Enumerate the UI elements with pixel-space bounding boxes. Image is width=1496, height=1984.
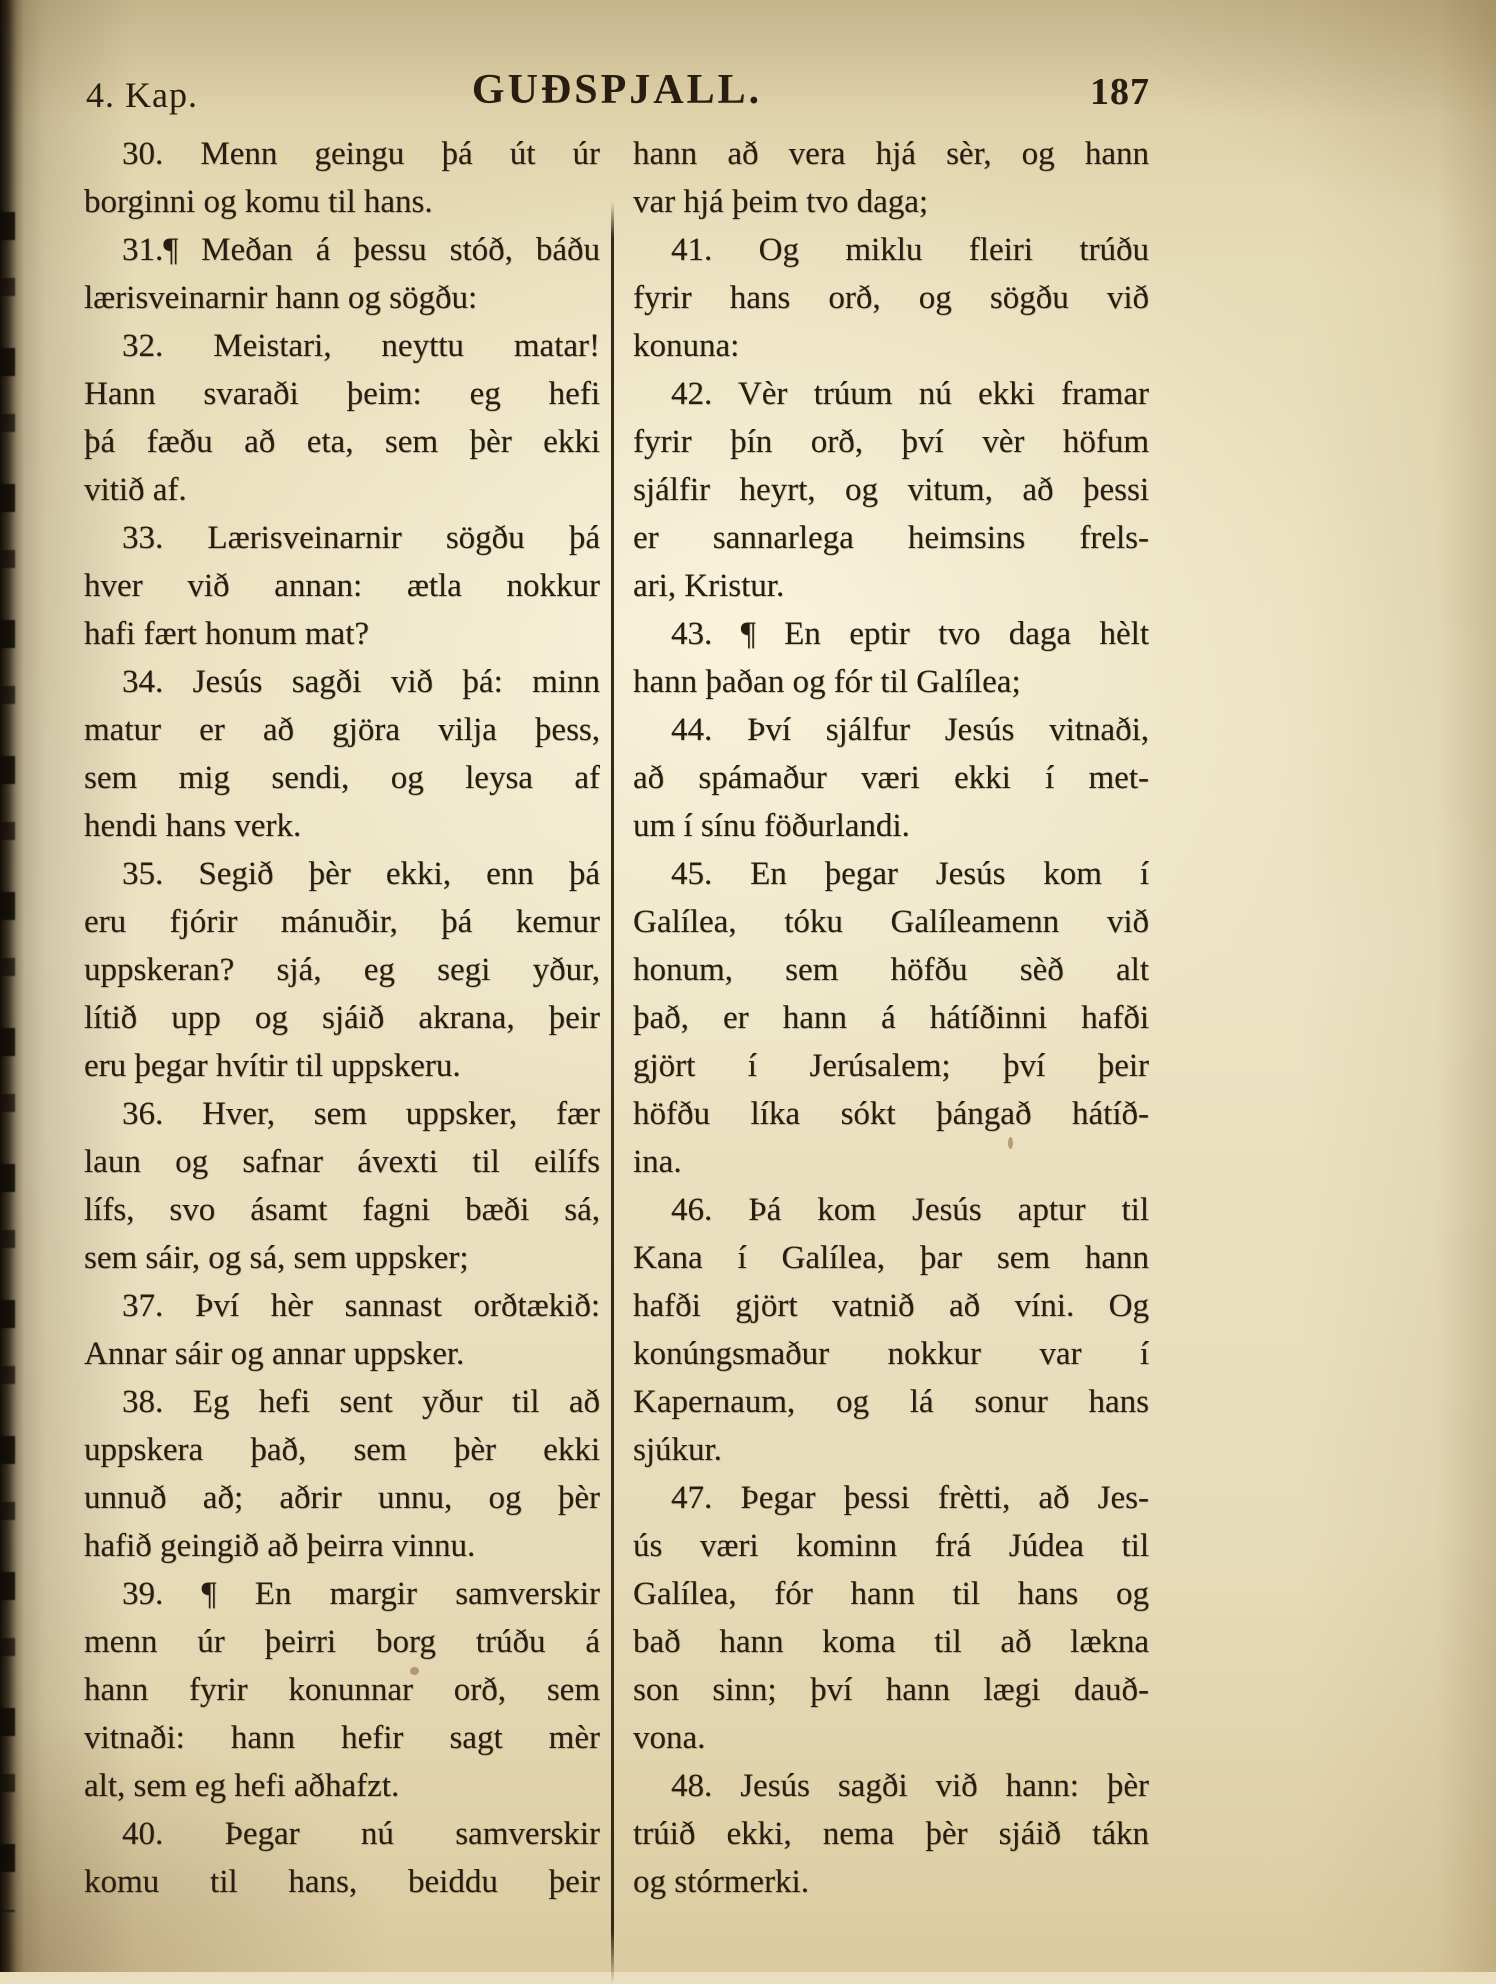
text-line: konuna:: [633, 322, 1149, 370]
text-line: fyrir þín orð, því vèr höfum: [633, 418, 1149, 466]
verse-block: [84, 1282, 600, 1378]
text-line: 36. Hver, sem uppsker, fær: [84, 1090, 600, 1138]
text-line: Kapernaum, og lá sonur hans: [633, 1378, 1149, 1426]
text-line: fyrir hans orð, og sögðu við: [633, 274, 1149, 322]
text-line: 31.¶ Meðan á þessu stóð, báðu: [84, 226, 600, 274]
text-line: sjálfir heyrt, og vitum, að þessi: [633, 466, 1149, 514]
text-line: lífs, svo ásamt fagni bæði sá,: [84, 1186, 600, 1234]
text-line: 45. En þegar Jesús kom í: [633, 850, 1149, 898]
text-line: hafi fært honum mat?: [84, 610, 600, 658]
text-line: 38. Eg hefi sent yður til að: [84, 1378, 600, 1426]
text-line: 41. Og miklu fleiri trúðu: [633, 226, 1149, 274]
text-line: 46. Þá kom Jesús aptur til: [633, 1186, 1149, 1234]
text-line: eru fjórir mánuðir, þá kemur: [84, 898, 600, 946]
text-line: hendi hans verk.: [84, 802, 600, 850]
text-line: það, er hann á hátíðinni hafði: [633, 994, 1149, 1042]
text-line: ari, Kristur.: [633, 562, 1149, 610]
text-line: að spámaður væri ekki í met-: [633, 754, 1149, 802]
verse-block: [633, 130, 1149, 226]
page-header: [84, 58, 1150, 116]
text-line: vitið af.: [84, 466, 600, 514]
text-line: um í sínu föðurlandi.: [633, 802, 1149, 850]
verse-block: [633, 706, 1149, 850]
text-line: hann þaðan og fór til Galílea;: [633, 658, 1149, 706]
text-line: hafið geingið að þeirra vinnu.: [84, 1522, 600, 1570]
text-line: son sinn; því hann lægi dauð-: [633, 1666, 1149, 1714]
text-line: ina.: [633, 1138, 1149, 1186]
verse-block: [633, 610, 1149, 706]
text-line: borginni og komu til hans.: [84, 178, 600, 226]
text-line: hver við annan: ætla nokkur: [84, 562, 600, 610]
text-line: unnuð að; aðrir unnu, og þèr: [84, 1474, 600, 1522]
text-line: 35. Segið þèr ekki, enn þá: [84, 850, 600, 898]
text-line: 43. ¶ En eptir tvo daga hèlt: [633, 610, 1149, 658]
verse-block: [84, 850, 600, 1090]
text-line: menn úr þeirri borg trúðu á: [84, 1618, 600, 1666]
verse-block: [84, 322, 600, 514]
text-line: 34. Jesús sagði við þá: minn: [84, 658, 600, 706]
text-line: Hann svaraði þeim: eg hefi: [84, 370, 600, 418]
text-line: lítið upp og sjáið akrana, þeir: [84, 994, 600, 1042]
text-line: og stórmerki.: [633, 1858, 1149, 1906]
text-line: sjúkur.: [633, 1426, 1149, 1474]
text-line: 40. Þegar nú samverskir: [84, 1810, 600, 1858]
text-line: uppskera það, sem þèr ekki: [84, 1426, 600, 1474]
text-line: vitnaði: hann hefir sagt mèr: [84, 1714, 600, 1762]
text-line: komu til hans, beiddu þeir: [84, 1858, 600, 1906]
text-line: sem mig sendi, og leysa af: [84, 754, 600, 802]
text-line: 33. Lærisveinarnir sögðu þá: [84, 514, 600, 562]
text-line: trúið ekki, nema þèr sjáið tákn: [633, 1810, 1149, 1858]
text-line: er sannarlega heimsins frels-: [633, 514, 1149, 562]
binding-ink-marks: [0, 160, 15, 1912]
verse-block: [84, 514, 600, 658]
verse-block: [633, 1762, 1149, 1906]
text-line: 44. Því sjálfur Jesús vitnaði,: [633, 706, 1149, 754]
text-line: Kana í Galílea, þar sem hann: [633, 1234, 1149, 1282]
column-divider: [611, 202, 614, 1984]
text-line: 37. Því hèr sannast orðtækið:: [84, 1282, 600, 1330]
text-line: Galílea, tóku Galíleamenn við: [633, 898, 1149, 946]
verse-block: [84, 1570, 600, 1810]
text-line: ús væri kominn frá Júdea til: [633, 1522, 1149, 1570]
text-column-left: [84, 130, 600, 1906]
text-line: 32. Meistari, neyttu matar!: [84, 322, 600, 370]
verse-block: [633, 1474, 1149, 1762]
text-line: vona.: [633, 1714, 1149, 1762]
text-line: höfðu líka sókt þángað hátíð-: [633, 1090, 1149, 1138]
verse-block: [84, 1090, 600, 1282]
text-line: eru þegar hvítir til uppskeru.: [84, 1042, 600, 1090]
text-line: lærisveinarnir hann og sögðu:: [84, 274, 600, 322]
text-line: hafði gjört vatnið að víni. Og: [633, 1282, 1149, 1330]
text-line: laun og safnar ávexti til eilífs: [84, 1138, 600, 1186]
text-line: 48. Jesús sagði við hann: þèr: [633, 1762, 1149, 1810]
text-line: gjört í Jerúsalem; því þeir: [633, 1042, 1149, 1090]
verse-block: [84, 1810, 600, 1906]
text-line: uppskeran? sjá, eg segi yður,: [84, 946, 600, 994]
verse-block: [84, 226, 600, 322]
verse-block: [633, 226, 1149, 370]
text-line: hann að vera hjá sèr, og hann: [633, 130, 1149, 178]
text-line: sem sáir, og sá, sem uppsker;: [84, 1234, 600, 1282]
text-line: var hjá þeim tvo daga;: [633, 178, 1149, 226]
verse-block: [633, 370, 1149, 610]
verse-block: [84, 658, 600, 850]
text-line: 30. Menn geingu þá út úr: [84, 130, 600, 178]
verse-block: [633, 850, 1149, 1186]
text-line: bað hann koma til að lækna: [633, 1618, 1149, 1666]
page-content: [84, 58, 1150, 1906]
text-line: þá fæðu að eta, sem þèr ekki: [84, 418, 600, 466]
chapter-label: 4. Kap.: [86, 74, 198, 116]
page-title: GUÐSPJALL.: [472, 66, 762, 114]
verse-block: [84, 1378, 600, 1570]
text-line: honum, sem höfðu sèð alt: [633, 946, 1149, 994]
text-body: [84, 130, 1150, 1906]
text-line: 47. Þegar þessi frètti, að Jes-: [633, 1474, 1149, 1522]
verse-block: [84, 130, 600, 226]
text-line: hann fyrir konunnar orð, sem: [84, 1666, 600, 1714]
text-line: 42. Vèr trúum nú ekki framar: [633, 370, 1149, 418]
page-number: 187: [1090, 70, 1150, 114]
text-line: alt, sem eg hefi aðhafzt.: [84, 1762, 600, 1810]
verse-block: [633, 1186, 1149, 1474]
text-line: Galílea, fór hann til hans og: [633, 1570, 1149, 1618]
text-column-right: [633, 130, 1149, 1906]
text-line: konúngsmaður nokkur var í: [633, 1330, 1149, 1378]
text-line: matur er að gjöra vilja þess,: [84, 706, 600, 754]
text-line: 39. ¶ En margir samverskir: [84, 1570, 600, 1618]
text-line: Annar sáir og annar uppsker.: [84, 1330, 600, 1378]
